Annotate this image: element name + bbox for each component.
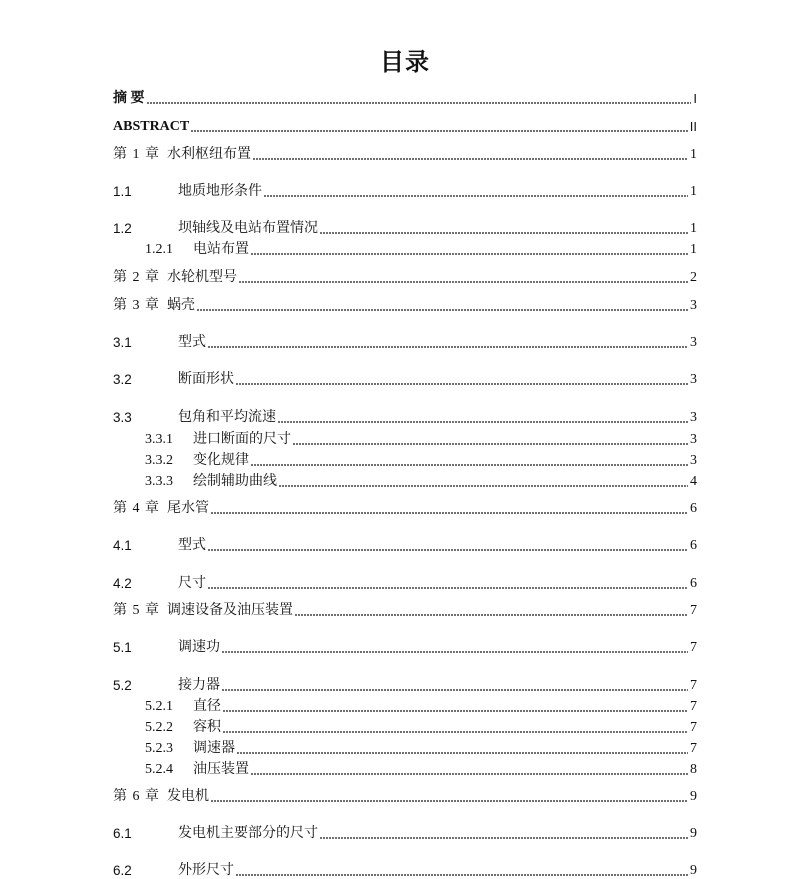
toc-entry-subsection[interactable] (145, 474, 697, 490)
toc-entry-title: 尺寸 (178, 576, 206, 591)
toc-entry-title: 发电机 (167, 789, 209, 804)
toc-entry-number: 5.1 (113, 640, 132, 655)
toc-entry-title: 断面形状 (178, 372, 234, 387)
toc-entry-number: 1.2.1 (145, 242, 173, 257)
toc-entry-title: 调速设备及油压装置 (167, 603, 293, 618)
dot-leader (293, 443, 688, 445)
toc-entry-number: 第 6 章 (113, 789, 160, 804)
toc-entry-subsection[interactable] (145, 699, 697, 715)
toc-entry-front[interactable] (113, 119, 697, 135)
toc-entry-page-number: 4 (690, 474, 697, 489)
toc-entry-title: 发电机主要部分的尺寸 (178, 826, 318, 841)
toc-entry-title: 变化规律 (193, 453, 249, 468)
toc-entry-title: 外形尺寸 (178, 863, 234, 878)
toc-entry-number: 5.2.1 (145, 699, 173, 714)
toc-entry-number: 6.2 (113, 863, 132, 878)
toc-entry-section[interactable] (113, 678, 697, 694)
toc-entry-number: 第 1 章 (113, 147, 160, 162)
dot-leader (223, 731, 688, 733)
dot-leader (208, 587, 688, 589)
toc-entry-subsection[interactable] (145, 741, 697, 757)
dot-leader (251, 253, 688, 255)
toc-entry-page-number: 3 (690, 453, 697, 468)
toc-entry-number: 3.3 (113, 410, 132, 425)
toc-entry-chapter[interactable] (113, 298, 697, 314)
toc-entry-page-number: 6 (690, 576, 697, 591)
dot-leader (278, 421, 688, 423)
toc-entry-number: 第 4 章 (113, 501, 160, 516)
toc-entry-number: 1.1 (113, 184, 132, 199)
dot-leader (197, 309, 688, 311)
toc-entry-title: 水轮机型号 (167, 270, 237, 285)
toc-entry-page-number: II (689, 119, 697, 134)
toc-entry-title: 调速功 (178, 640, 220, 655)
toc-entry-page-number: 1 (690, 221, 697, 236)
toc-entry-chapter[interactable] (113, 603, 697, 619)
toc-entry-page-number: 9 (690, 863, 697, 878)
toc-entry-page-number: 2 (690, 270, 697, 285)
toc-entry-page-number: 8 (690, 762, 697, 777)
toc-entry-title: 进口断面的尺寸 (193, 432, 291, 447)
dot-leader (191, 130, 688, 132)
dot-leader (208, 346, 688, 348)
toc-entry-title: 摘 要 (113, 91, 145, 106)
toc-entry-chapter[interactable] (113, 147, 697, 163)
toc-entry-number: 3.1 (113, 335, 132, 350)
toc-entry-page-number: 9 (690, 789, 697, 804)
toc-entry-subsection[interactable] (145, 762, 697, 778)
toc-entry-page-number: 3 (690, 432, 697, 447)
toc-entry-title: 包角和平均流速 (178, 410, 276, 425)
toc-entry-number: 1.2 (113, 221, 132, 236)
toc-entry-number: 4.1 (113, 538, 132, 553)
page-title: 目录 (380, 48, 430, 76)
dot-leader (295, 614, 688, 616)
dot-leader (253, 158, 688, 160)
toc-entry-section[interactable] (113, 410, 697, 426)
toc-entry-subsection[interactable] (145, 720, 697, 736)
toc-entry-section[interactable] (113, 826, 697, 842)
toc-entry-number: 第 3 章 (113, 298, 160, 313)
dot-leader (264, 195, 688, 197)
toc-entry-section[interactable] (113, 538, 697, 554)
toc-entry-section[interactable] (113, 221, 697, 237)
toc-entry-section[interactable] (113, 863, 697, 879)
toc-entry-page-number: 1 (690, 147, 697, 162)
dot-leader (237, 752, 688, 754)
toc-entry-page-number: 3 (690, 410, 697, 425)
toc-entry-number: 5.2.4 (145, 762, 173, 777)
toc-entry-title: 接力器 (178, 678, 220, 693)
toc-entry-page-number: 3 (690, 298, 697, 313)
toc-entry-page-number: 9 (690, 826, 697, 841)
dot-leader (211, 512, 688, 514)
toc-entry-title: 容积 (193, 720, 221, 735)
dot-leader (208, 549, 688, 551)
toc-entry-page-number: I (693, 91, 697, 106)
dot-leader (222, 689, 688, 691)
toc-entry-page-number: 1 (690, 242, 697, 257)
dot-leader (223, 710, 688, 712)
dot-leader (239, 281, 688, 283)
toc-entry-section[interactable] (113, 576, 697, 592)
toc-entry-title: 调速器 (193, 741, 235, 756)
dot-leader (236, 383, 688, 385)
toc-entry-title: 坝轴线及电站布置情况 (178, 221, 318, 236)
toc-entry-number: 5.2 (113, 678, 132, 693)
toc-entry-page-number: 6 (690, 501, 697, 516)
toc-entry-title: 地质地形条件 (178, 184, 262, 199)
toc-entry-number: 第 2 章 (113, 270, 160, 285)
toc-entry-section[interactable] (113, 372, 697, 388)
toc-entry-front[interactable] (113, 91, 697, 107)
toc-entry-subsection[interactable] (145, 432, 697, 448)
toc-entry-chapter[interactable] (113, 270, 697, 286)
toc-entry-number: 5.2.2 (145, 720, 173, 735)
toc-entry-title: 油压装置 (193, 762, 249, 777)
toc-entry-title: ABSTRACT (113, 119, 190, 134)
toc-entry-title: 水利枢纽布置 (167, 147, 251, 162)
toc-entry-page-number: 6 (690, 538, 697, 553)
toc-entry-number: 4.2 (113, 576, 132, 591)
dot-leader (320, 232, 688, 234)
toc-entry-number: 6.1 (113, 826, 132, 841)
toc-entry-section[interactable] (113, 335, 697, 351)
toc-entry-page-number: 7 (690, 603, 697, 618)
toc-entry-title: 尾水管 (167, 501, 209, 516)
toc-entry-number: 3.3.3 (145, 474, 173, 489)
dot-leader (251, 773, 688, 775)
toc-entry-title: 蜗壳 (167, 298, 195, 313)
toc-entry-page-number: 7 (690, 741, 697, 756)
toc-entry-title: 直径 (193, 699, 221, 714)
toc-entry-chapter[interactable] (113, 789, 697, 805)
toc-entry-title: 绘制辅助曲线 (193, 474, 277, 489)
dot-leader (251, 464, 688, 466)
toc-entry-number: 3.3.2 (145, 453, 173, 468)
toc-entry-title: 电站布置 (193, 242, 249, 257)
toc-entry-number: 5.2.3 (145, 741, 173, 756)
toc-entry-page-number: 7 (690, 678, 697, 693)
dot-leader (279, 485, 688, 487)
dot-leader (320, 837, 688, 839)
toc-entry-title: 型式 (178, 335, 206, 350)
toc-entry-title: 型式 (178, 538, 206, 553)
dot-leader (211, 800, 688, 802)
toc-entry-number: 3.2 (113, 372, 132, 387)
toc-entry-subsection[interactable] (145, 453, 697, 469)
toc-entry-chapter[interactable] (113, 501, 697, 517)
toc-entry-page-number: 1 (690, 184, 697, 199)
toc-entry-subsection[interactable] (145, 242, 697, 258)
toc-entry-number: 3.3.1 (145, 432, 173, 447)
toc-entry-page-number: 3 (690, 335, 697, 350)
dot-leader (222, 651, 688, 653)
toc-entry-page-number: 7 (690, 640, 697, 655)
toc-entry-page-number: 3 (690, 372, 697, 387)
toc-entry-page-number: 7 (690, 720, 697, 735)
dot-leader (147, 102, 692, 104)
toc-entry-section[interactable] (113, 184, 697, 200)
dot-leader (236, 874, 688, 876)
toc-entry-section[interactable] (113, 640, 697, 656)
toc-entry-page-number: 7 (690, 699, 697, 714)
toc-entry-number: 第 5 章 (113, 603, 160, 618)
